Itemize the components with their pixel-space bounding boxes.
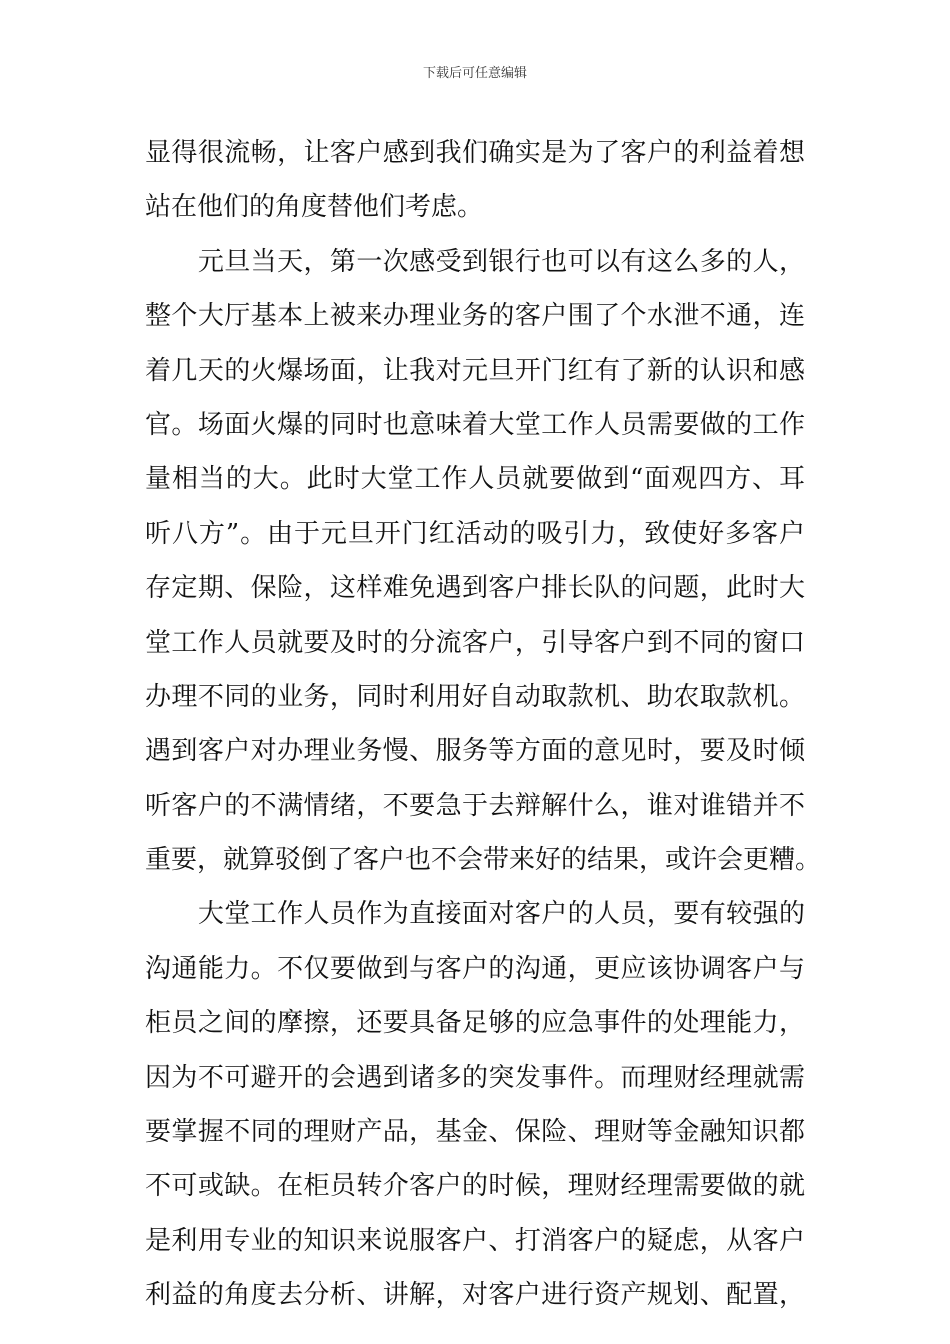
text-line: 堂工作人员就要及时的分流客户，引导客户到不同的窗口 [145,627,805,658]
text-line: 存定期、保险，这样难免遇到客户排长队的问题，此时大 [145,573,805,604]
page-header: 下载后可任意编辑 [422,66,527,81]
text-line: 听客户的不满情绪，不要急于去辩解什么，谁对谁错并不 [145,790,805,821]
text-line: 听八方”。由于元旦开门红活动的吸引力，致使好多客户 [145,518,805,549]
body-text [145,126,822,1323]
text-line: 柜员之间的摩擦，还要具备足够的应急事件的处理能力， [145,1008,805,1039]
text-line: 是利用专业的知识来说服客户、打消客户的疑虑，从客户 [145,1225,805,1256]
text-line: 显得很流畅，让客户感到我们确实是为了客户的利益着想 [145,138,805,168]
text-line: 官。场面火爆的同时也意味着大堂工作人员需要做的工作 [145,409,805,440]
text-line: 不可或缺。在柜员转介客户的时候，理财经理需要做的就 [145,1171,805,1202]
text-line: 大堂工作人员作为直接面对客户的人员，要有较强的 [145,899,805,930]
text-line: 着几天的火爆场面，让我对元旦开门红有了新的认识和感 [145,355,805,386]
text-line: 整个大厅基本上被来办理业务的客户围了个水泄不通，连 [145,301,805,332]
text-line: 遇到客户对办理业务慢、服务等方面的意见时，要及时倾 [145,736,805,767]
text-line: 元旦当天，第一次感受到银行也可以有这么多的人， [145,246,805,277]
text-line: 站在他们的角度替他们考虑。 [145,192,484,223]
text-line: 要掌握不同的理财产品，基金、保险、理财等金融知识都 [145,1117,805,1148]
text-line: 因为不可避开的会遇到诸多的突发事件。而理财经理就需 [145,1062,805,1093]
text-line: 量相当的大。此时大堂工作人员就要做到“面观四方、耳 [145,464,805,495]
text-line: 沟通能力。不仅要做到与客户的沟通，更应该协调客户与 [145,953,805,984]
text-line: 办理不同的业务，同时利用好自动取款机、助农取款机。 [145,681,805,712]
text-line: 利益的角度去分析、讲解，对客户进行资产规划、配置， [145,1280,805,1311]
text-line: 重要，就算驳倒了客户也不会带来好的结果，或许会更糟。 [145,845,822,876]
